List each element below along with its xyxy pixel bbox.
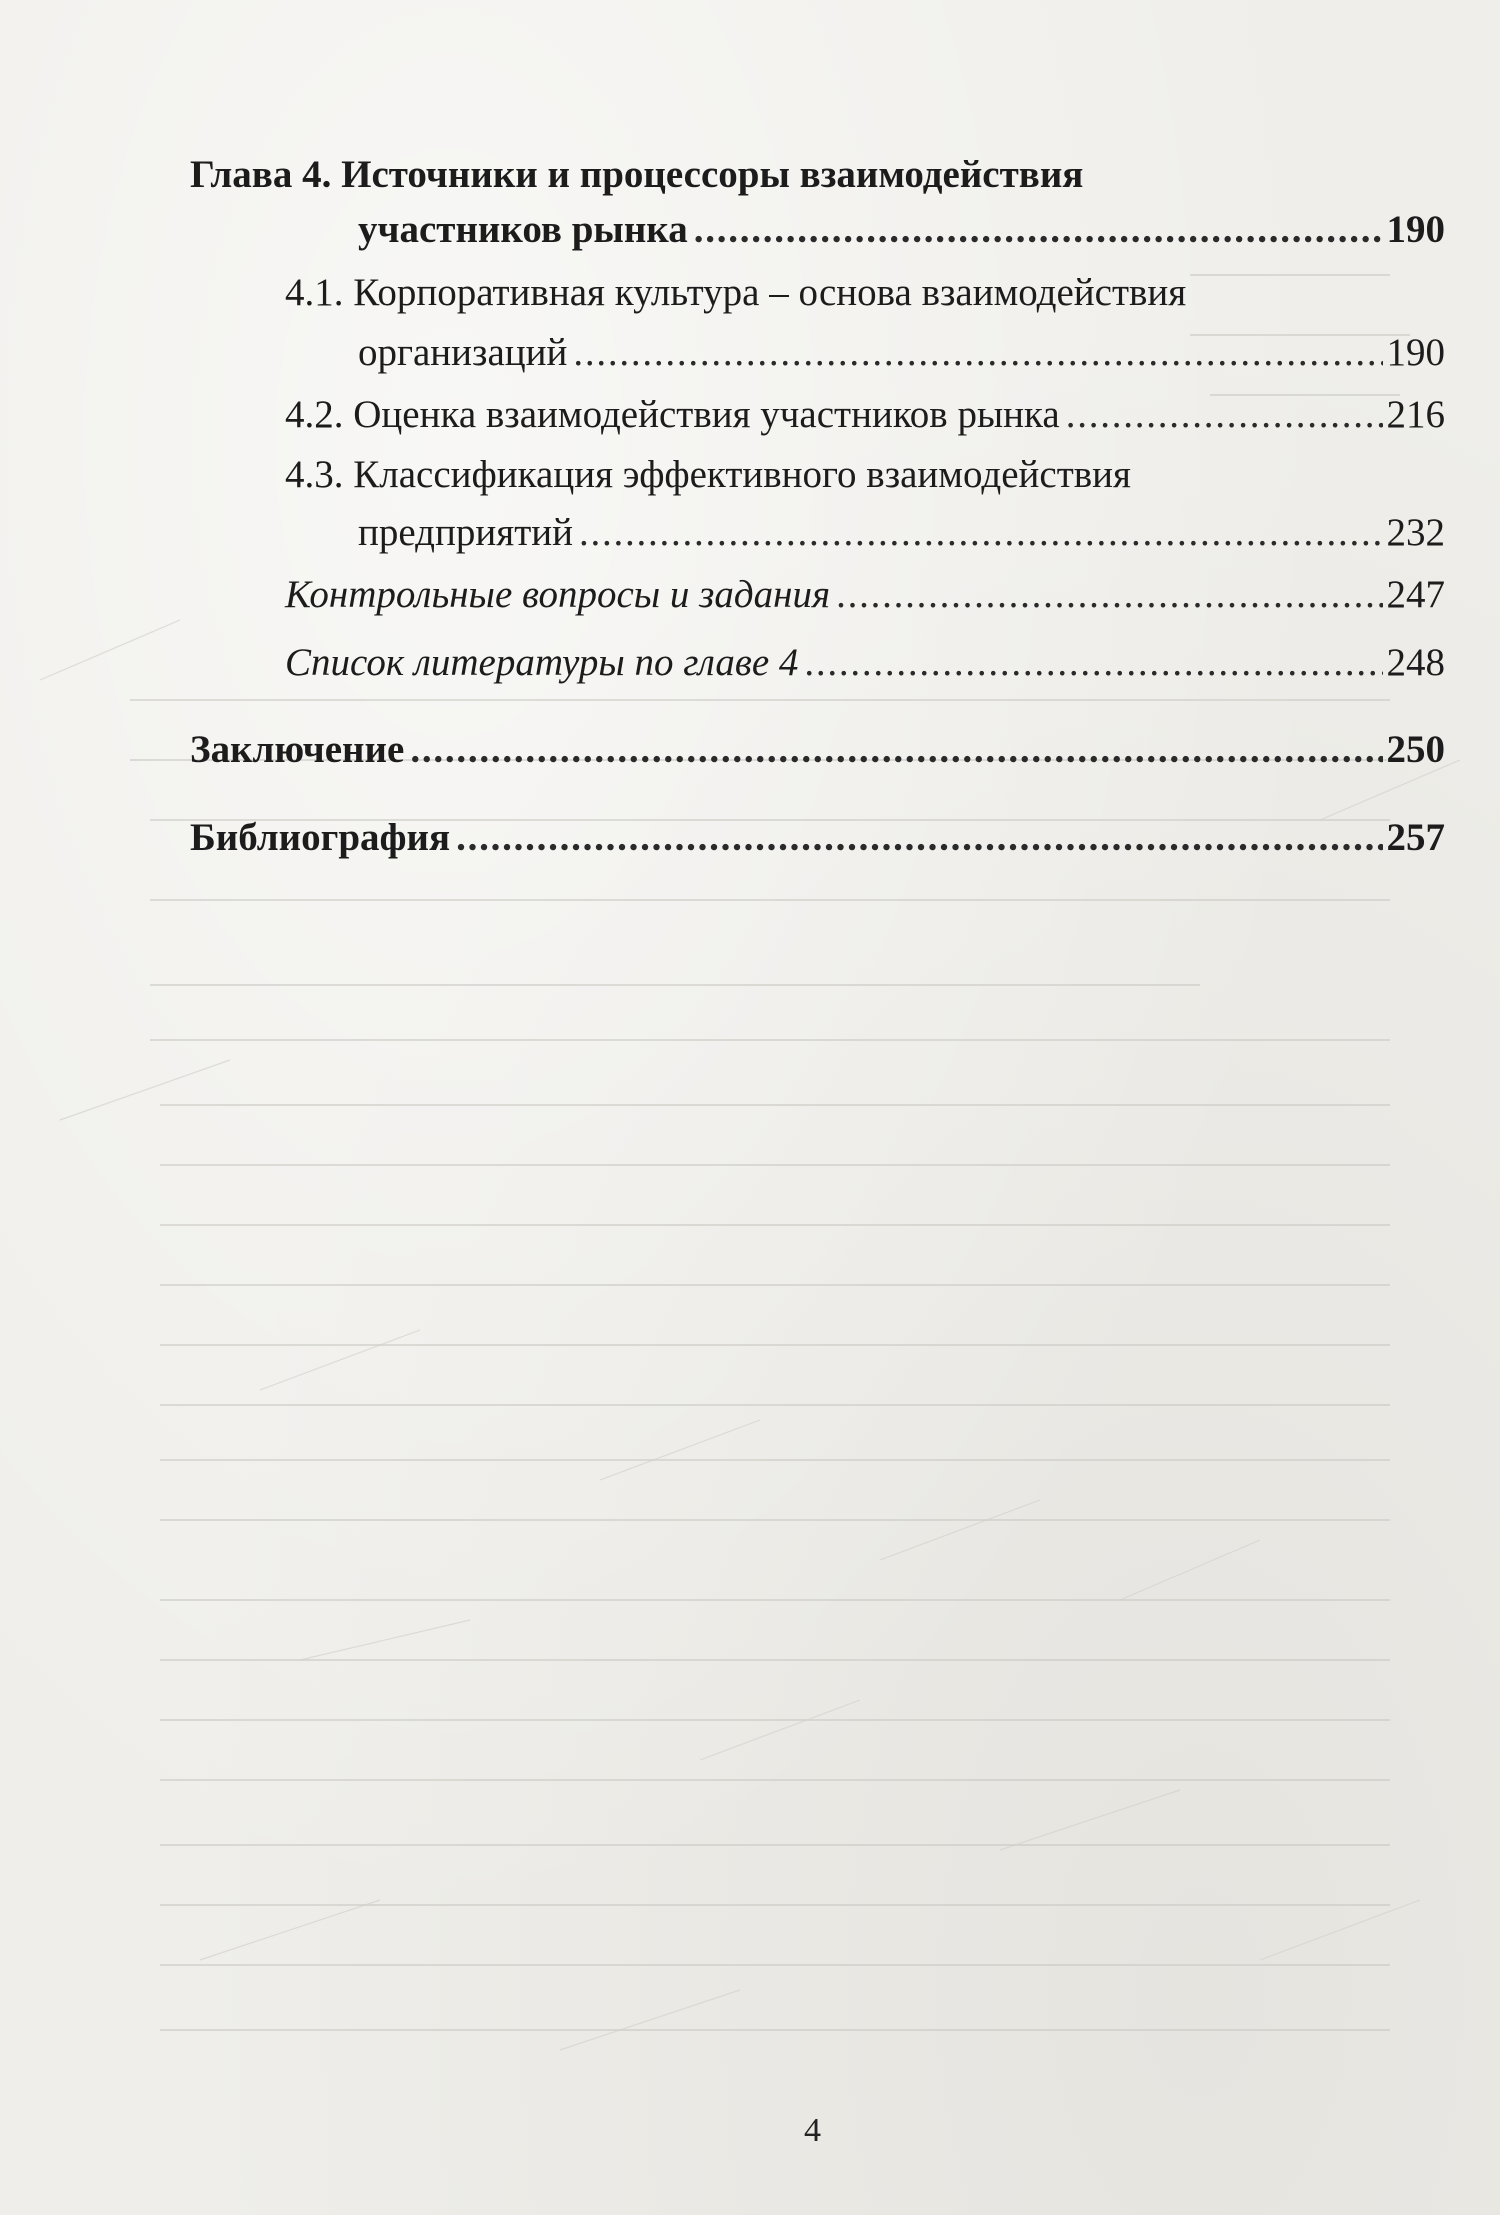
references-ch4-title: Список литературы по главе 4 <box>285 641 799 684</box>
section-4-1-page: 190 <box>1386 331 1445 374</box>
section-4-3-line1: 4.3. Классификация эффективного взаимодействия <box>285 453 1131 496</box>
dot-leader <box>694 205 1383 255</box>
conclusion-page: 250 <box>1386 728 1445 771</box>
references-ch4-page: 248 <box>1386 641 1445 684</box>
toc-entry-4-3[interactable] <box>358 508 1445 558</box>
chapter4-title-line1: Глава 4. Источники и процессоры взаимодействия <box>190 153 1084 196</box>
questions-page: 247 <box>1386 573 1445 616</box>
section-4-1-line1: 4.1. Корпоративная культура – основа взаимодействия <box>285 271 1187 314</box>
conclusion-title: Заключение <box>190 728 405 771</box>
section-4-1-line2: организаций <box>358 331 568 374</box>
bibliography-title: Библиография <box>190 816 451 859</box>
toc-entry-4-2[interactable] <box>285 390 1445 440</box>
dot-leader <box>456 813 1382 863</box>
dot-leader <box>1066 390 1383 440</box>
questions-title: Контрольные вопросы и задания <box>285 573 831 616</box>
toc-entry-conclusion[interactable] <box>190 725 1445 775</box>
section-4-3-page: 232 <box>1386 511 1445 554</box>
dot-leader <box>573 328 1382 378</box>
page-number: 4 <box>804 2112 821 2149</box>
chapter4-page: 190 <box>1386 208 1445 251</box>
dot-leader <box>579 508 1383 558</box>
bibliography-page: 257 <box>1386 816 1445 859</box>
toc-entry-questions[interactable] <box>285 570 1445 620</box>
dot-leader <box>410 725 1382 775</box>
chapter4-title-line2: участников рынка <box>358 208 688 251</box>
toc-entry-chapter4[interactable] <box>358 205 1445 255</box>
dot-leader <box>836 570 1382 620</box>
section-4-2-page: 216 <box>1386 393 1445 436</box>
toc-entry-bibliography[interactable] <box>190 813 1445 863</box>
toc-entry-references-ch4[interactable] <box>285 638 1445 688</box>
toc-entry-4-1[interactable] <box>358 328 1445 378</box>
section-4-3-line2: предприятий <box>358 511 573 554</box>
dot-leader <box>804 638 1382 688</box>
section-4-2-title: 4.2. Оценка взаимодействия участников рынка <box>285 393 1060 436</box>
